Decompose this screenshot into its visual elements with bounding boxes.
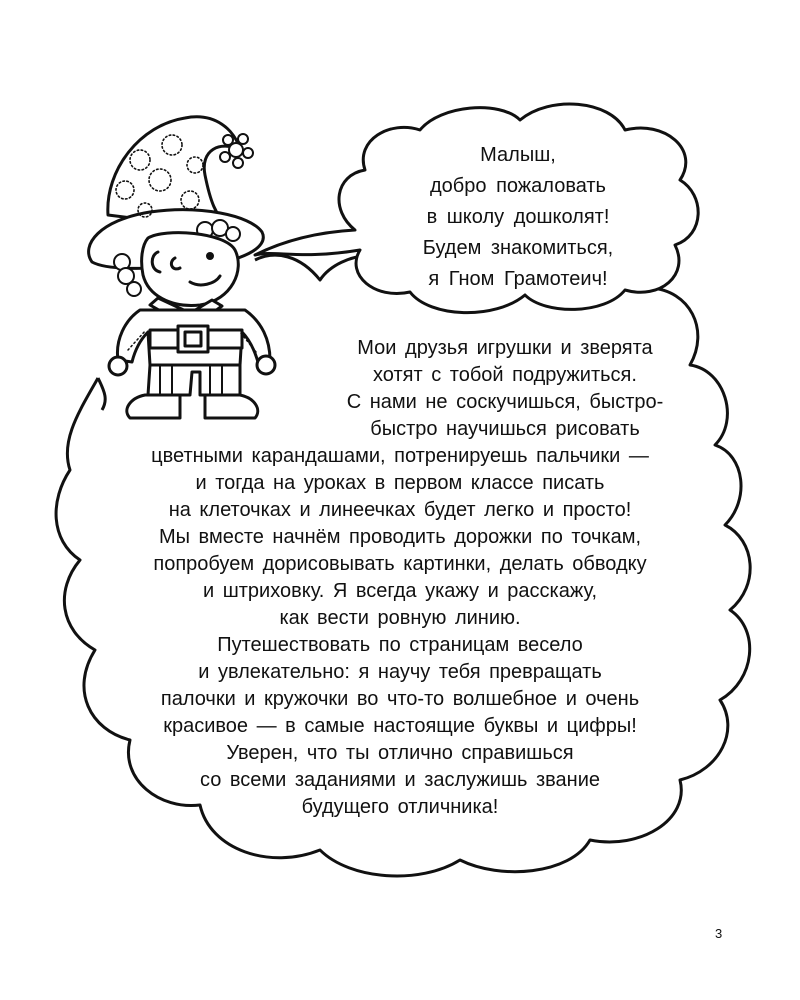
main-line: и тогда на уроках в первом классе писать — [195, 472, 605, 494]
main-line: и увлекательно: я научу тебя превращать — [198, 661, 602, 683]
greeting-line: добро пожаловать — [430, 175, 606, 197]
main-line: Уверен, что ты отлично справишься — [226, 742, 574, 764]
main-line: хотят с тобой подружиться. — [373, 364, 637, 386]
main-line: С нами не соскучишься, быстро- — [346, 391, 664, 413]
main-bubble-text — [60, 335, 740, 821]
main-line: палочки и кружочки во что-то волшебное и очень — [160, 688, 640, 710]
main-line: красивое — в самые настоящие буквы и цифры! — [163, 715, 637, 737]
main-line: Мы вместе начнём проводить дорожки по точкам, — [158, 526, 642, 548]
greeting-line: Малыш, — [480, 144, 556, 166]
main-line: Мои друзья игрушки и зверята — [357, 337, 653, 359]
main-line: быстро научишься рисовать — [370, 418, 640, 440]
main-line: Путешествовать по страницам весело — [217, 634, 583, 656]
main-line: как вести ровную линию. — [279, 607, 521, 629]
main-line: со всеми заданиями и заслужишь звание — [199, 769, 601, 791]
greeting-line: я Гном Грамотеич! — [428, 268, 608, 290]
greeting-line: в школу дошколят! — [426, 206, 610, 228]
main-line: будущего отличника! — [301, 796, 499, 818]
main-line: цветными карандашами, потренируешь пальчики — — [151, 445, 649, 467]
greeting-line: Будем знакомиться, — [422, 237, 614, 259]
page-number: 3 — [715, 926, 723, 941]
main-line: попробуем дорисовывать картинки, делать обводку — [153, 553, 647, 575]
greeting-bubble-text — [362, 140, 674, 295]
main-line: на клеточках и линеечках будет легко и просто! — [168, 499, 632, 521]
main-line: и штриховку. Я всегда укажу и расскажу, — [202, 580, 598, 602]
